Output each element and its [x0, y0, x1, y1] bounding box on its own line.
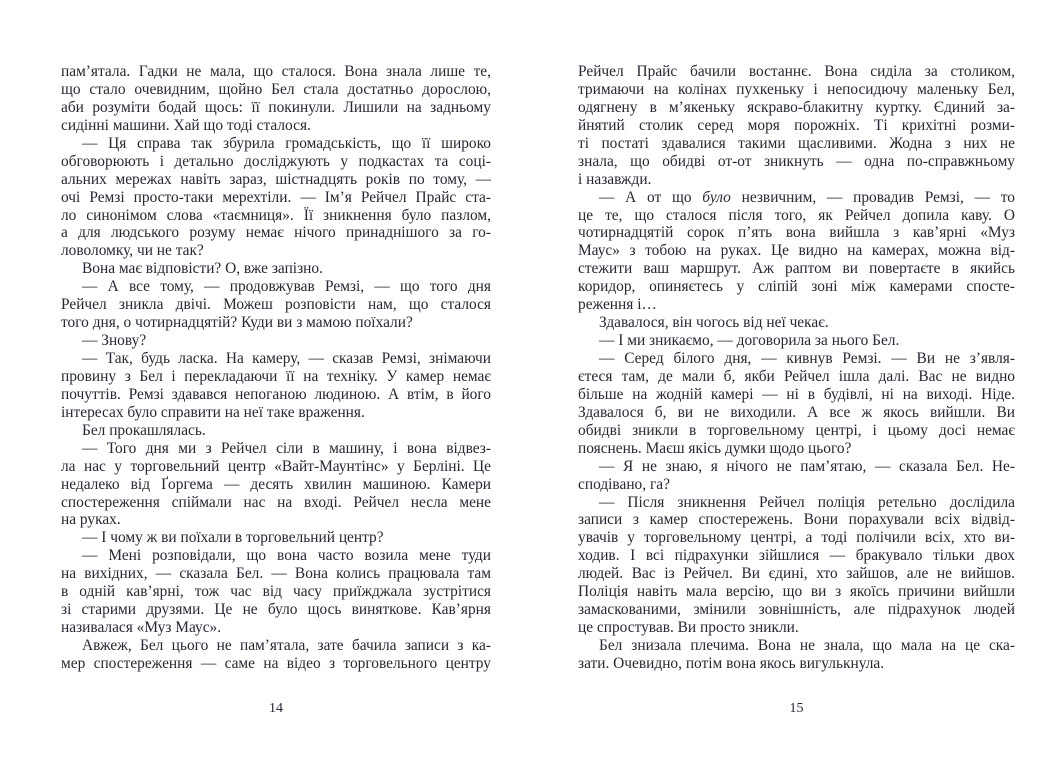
text-segment: замаскованими, змінили зовнішність, але підрахунок людей [578, 601, 1015, 619]
text-segment: коридор, опиняєтесь у сліпій зоні між камерами спосте- [578, 278, 1015, 296]
page-right-text-column [578, 63, 1015, 673]
text-line [578, 117, 1015, 135]
text-line [578, 655, 1015, 673]
paragraph [61, 547, 491, 637]
paragraph [578, 494, 1015, 638]
text-segment: того дня, о чотирнадцятій? Куди ви з мамою поїхали? [61, 314, 413, 332]
text-line [578, 350, 1015, 368]
text-line [578, 153, 1015, 171]
text-line [61, 350, 491, 368]
text-segment: людей. Вас із Рейчел. Ви єдині, хто зайшов, але не вийшов. [578, 565, 1015, 583]
paragraph [61, 350, 491, 422]
text-segment: знала, що обидві от-от зникнуть — одна по-справжньому [578, 152, 1015, 170]
text-segment: на вихідних, — сказала Бел. — Вона колись працювала там [61, 565, 491, 583]
text-segment: — Так, будь ласка. На камеру, — сказав Ремзі, знімаючи [82, 350, 491, 367]
text-segment: чотирнадцятій сорок п’ять вона вийшла з кав’ярні «Муз [578, 224, 1015, 242]
text-segment: зі старими друзями. Це не було щось виняткове. Кав’ярня [61, 601, 491, 619]
text-segment: реження і… [578, 296, 657, 314]
text-line [61, 655, 491, 673]
text-segment: це те, що сталося після того, як Рейчел допила каву. О [578, 206, 1015, 224]
text-segment: спостереження спіймали нас на вході. Рейчел несла мене [61, 493, 491, 511]
text-segment: незвичним, — провадив Ремзі, — то [730, 188, 1015, 206]
paragraph [578, 458, 1015, 494]
text-line [61, 171, 491, 189]
text-segment: Вона має відповісти? О, вже запізно. [82, 260, 323, 278]
text-segment: тримаючи на колінах пухкеньку і непосидючу маленьку Бел, [578, 80, 1015, 98]
paragraph [61, 260, 491, 278]
text-line [578, 224, 1015, 242]
text-line [61, 494, 491, 512]
paragraph [578, 314, 1015, 332]
text-segment: ходив. І всі підрахунки зійшлися — бракувало тільки двох [578, 547, 1015, 565]
text-segment: ті постаті здавалися такими щасливими. Жодна з них не [578, 134, 1015, 152]
text-line [578, 404, 1015, 422]
text-line [61, 63, 491, 81]
text-segment: і назавжди. [578, 170, 652, 188]
text-segment: називалася «Муз Маус». [61, 619, 222, 637]
text-line [61, 278, 491, 296]
text-segment: в одній кав’ярні, тож час від часу приїжджала зустрітися [61, 583, 491, 601]
text-line [578, 260, 1015, 278]
text-segment: обидві зникли в торговельному центрі, і цьому досі немає [578, 421, 1015, 439]
text-line [61, 368, 491, 386]
text-segment: недалеко від Ґоргема — десять хвилин машиною. Камери [61, 475, 491, 493]
text-segment: — А от що [599, 188, 703, 206]
text-line [61, 511, 491, 529]
text-line [578, 368, 1015, 386]
text-segment: більше на жодній камері — ні в будівлі, ні на виході. Ніде. [578, 385, 1015, 403]
text-line [61, 422, 491, 440]
text-line [578, 476, 1015, 494]
text-line [578, 458, 1015, 476]
text-segment: Рейчел Прайс бачили востаннє. Вона сиділа за столиком, [578, 63, 1015, 80]
text-segment: зати. Очевидно, потім вона якось вигулькнула. [578, 654, 885, 672]
text-segment: ловоломку, чи не так? [61, 242, 204, 260]
text-segment: увачів у торговельному центрі, а тоді полічили всіх, хто ви- [578, 529, 1015, 547]
text-segment: провину з Бел і перекладаючи її на техніку. У камер немає [61, 367, 491, 385]
text-line [578, 547, 1015, 565]
text-segment: Авжеж, Бел цього не пам’ятала, зате бачила записи з ка- [82, 637, 491, 654]
paragraph [578, 63, 1015, 189]
text-segment: Рейчел зникла двічі. Можеш розповісти нам, що сталося [61, 296, 491, 314]
paragraph [61, 332, 491, 350]
text-line [578, 529, 1015, 547]
text-segment: — А все тому, — продовжував Ремзі, — що того дня [82, 278, 491, 296]
text-segment: стежити ваш маршрут. Аж раптом ви повертаєте в якийсь [578, 260, 1015, 278]
text-line [61, 637, 491, 655]
text-line [578, 314, 1015, 332]
text-segment: сподівано, га? [578, 475, 670, 493]
paragraph [61, 278, 491, 332]
text-segment: єтеся там, де мали б, якби Рейчел ішла далі. Вас не видно [578, 367, 1015, 385]
text-line [578, 242, 1015, 260]
text-segment: пам’ятала. Гадки не мала, що сталося. Вона знала лише те, [61, 63, 491, 80]
text-line [61, 189, 491, 207]
text-line [578, 332, 1015, 350]
paragraph [61, 63, 491, 135]
text-line [61, 404, 491, 422]
text-segment: сидінні машини. Хай що тоді сталося. [61, 116, 311, 134]
text-segment: очі Ремзі просто-таки мерехтіли. — Ім’я Рейчел Прайс ста- [61, 188, 491, 206]
text-line [61, 314, 491, 332]
text-line [578, 63, 1015, 81]
text-segment: — Серед білого дня, — кивнув Ремзі. — Ви не з’явля- [599, 350, 1015, 367]
text-segment: — Мені розповідали, що вона часто возила мене туди [82, 547, 491, 565]
paragraph [578, 189, 1015, 315]
text-line [578, 135, 1015, 153]
text-segment: альних мережах навіть зараз, шістнадцять років по тому, — [61, 170, 491, 188]
text-segment: інтересах було справити на неї таке враження. [61, 403, 365, 421]
text-line [61, 135, 491, 153]
text-line [61, 153, 491, 171]
text-line [578, 440, 1015, 458]
text-segment: Поліція навіть мала версію, що ви з якоїсь причини вийшли [578, 583, 1015, 601]
text-line [578, 619, 1015, 637]
paragraph [578, 637, 1015, 673]
text-segment: — І чому ж ви поїхали в торговельний центр? [82, 529, 384, 547]
text-segment: — І ми зникаємо, — договорила за нього Бел. [599, 332, 900, 350]
text-line [578, 99, 1015, 117]
page-right [578, 0, 1015, 761]
text-line [61, 117, 491, 135]
text-segment: — Я не знаю, я нічого не пам’ятаю, — сказала Бел. Не- [599, 457, 1015, 475]
text-segment: аби розуміти бодай щось: її покинули. Лишили на задньому [61, 98, 491, 116]
text-line [578, 511, 1015, 529]
italic-text: було [702, 188, 731, 206]
paragraph [61, 135, 491, 261]
text-line [578, 583, 1015, 601]
text-segment: Здавалося б, ви не виходили. А все ж якось вийшли. Ви [578, 403, 1015, 421]
text-line [61, 207, 491, 225]
text-line [61, 476, 491, 494]
text-line [578, 494, 1015, 512]
text-segment: — Ця справа так збурила громадськість, що її широко [82, 134, 491, 152]
text-line [61, 332, 491, 350]
text-segment: мер спостереження — саме на відео з торговельного центру [61, 654, 491, 672]
text-line [578, 296, 1015, 314]
text-line [61, 81, 491, 99]
paragraph [61, 440, 491, 530]
text-segment: на руках. [61, 511, 121, 529]
text-line [61, 565, 491, 583]
text-line [61, 619, 491, 637]
text-segment: Бел знизала плечима. Вона не знала, що мала на це ска- [599, 637, 1015, 654]
text-line [578, 565, 1015, 583]
text-line [578, 81, 1015, 99]
text-segment: записи з камер спостережень. Вони порахували всіх відвід- [578, 511, 1015, 529]
text-line [61, 99, 491, 117]
text-segment: йнятий столик серед моря порожніх. Ті крихітні розми- [578, 116, 1015, 134]
text-segment: ло синонімом слова «таємниця». Її зникнення було пазлом, [61, 206, 491, 224]
page-left [61, 0, 491, 761]
page-left-text-column [61, 63, 491, 673]
text-line [578, 207, 1015, 225]
text-segment: Бел прокашлялась. [82, 421, 206, 439]
text-line [61, 296, 491, 314]
text-line [61, 440, 491, 458]
text-line [61, 260, 491, 278]
text-line [578, 189, 1015, 207]
text-segment: пояснень. Маєш якісь думки щодо цього? [578, 439, 852, 457]
text-line [578, 422, 1015, 440]
text-line [61, 583, 491, 601]
text-segment: почуттів. Ремзі здавався непоганою людиною. А втім, в його [61, 385, 491, 403]
text-line [578, 637, 1015, 655]
text-segment: — Після зникнення Рейчел поліція ретельно дослідила [599, 493, 1015, 511]
text-line [61, 547, 491, 565]
text-segment: Маус» з тобою на руках. Це видно на камерах, можна від- [578, 242, 1015, 260]
text-segment: одягнену в м’якеньку яскраво-блакитну куртку. Єдиний за- [578, 98, 1015, 116]
text-line [61, 529, 491, 547]
text-segment: ла нас у торговельний центр «Вайт-Маунтінс» у Берліні. Це [61, 457, 491, 475]
text-line [61, 601, 491, 619]
text-line [578, 278, 1015, 296]
text-segment: — Знову? [82, 332, 147, 350]
paragraph [61, 422, 491, 440]
text-segment: обговорюють і детально досліджують у подкастах та соці- [61, 152, 491, 170]
text-line [578, 171, 1015, 189]
page-right-number: 15 [789, 701, 804, 716]
paragraph [578, 332, 1015, 350]
text-line [61, 386, 491, 404]
text-line [61, 224, 491, 242]
text-line [578, 601, 1015, 619]
text-line [61, 242, 491, 260]
text-line [578, 386, 1015, 404]
text-segment: а для людського розуму немає нічого принаднішого за го- [61, 224, 491, 242]
page-left-number: 14 [269, 701, 283, 716]
text-segment: що стало очевидним, щойно Бел стала достатньо дорослою, [61, 80, 491, 98]
paragraph [61, 637, 491, 673]
text-line [61, 458, 491, 476]
text-segment: Здавалося, він чогось від неї чекає. [599, 314, 829, 332]
text-segment: це спростував. Ви просто зникли. [578, 619, 799, 637]
paragraph [578, 350, 1015, 458]
text-segment: — Того дня ми з Рейчел сіли в машину, і вона відвез- [82, 439, 491, 457]
paragraph [61, 529, 491, 547]
